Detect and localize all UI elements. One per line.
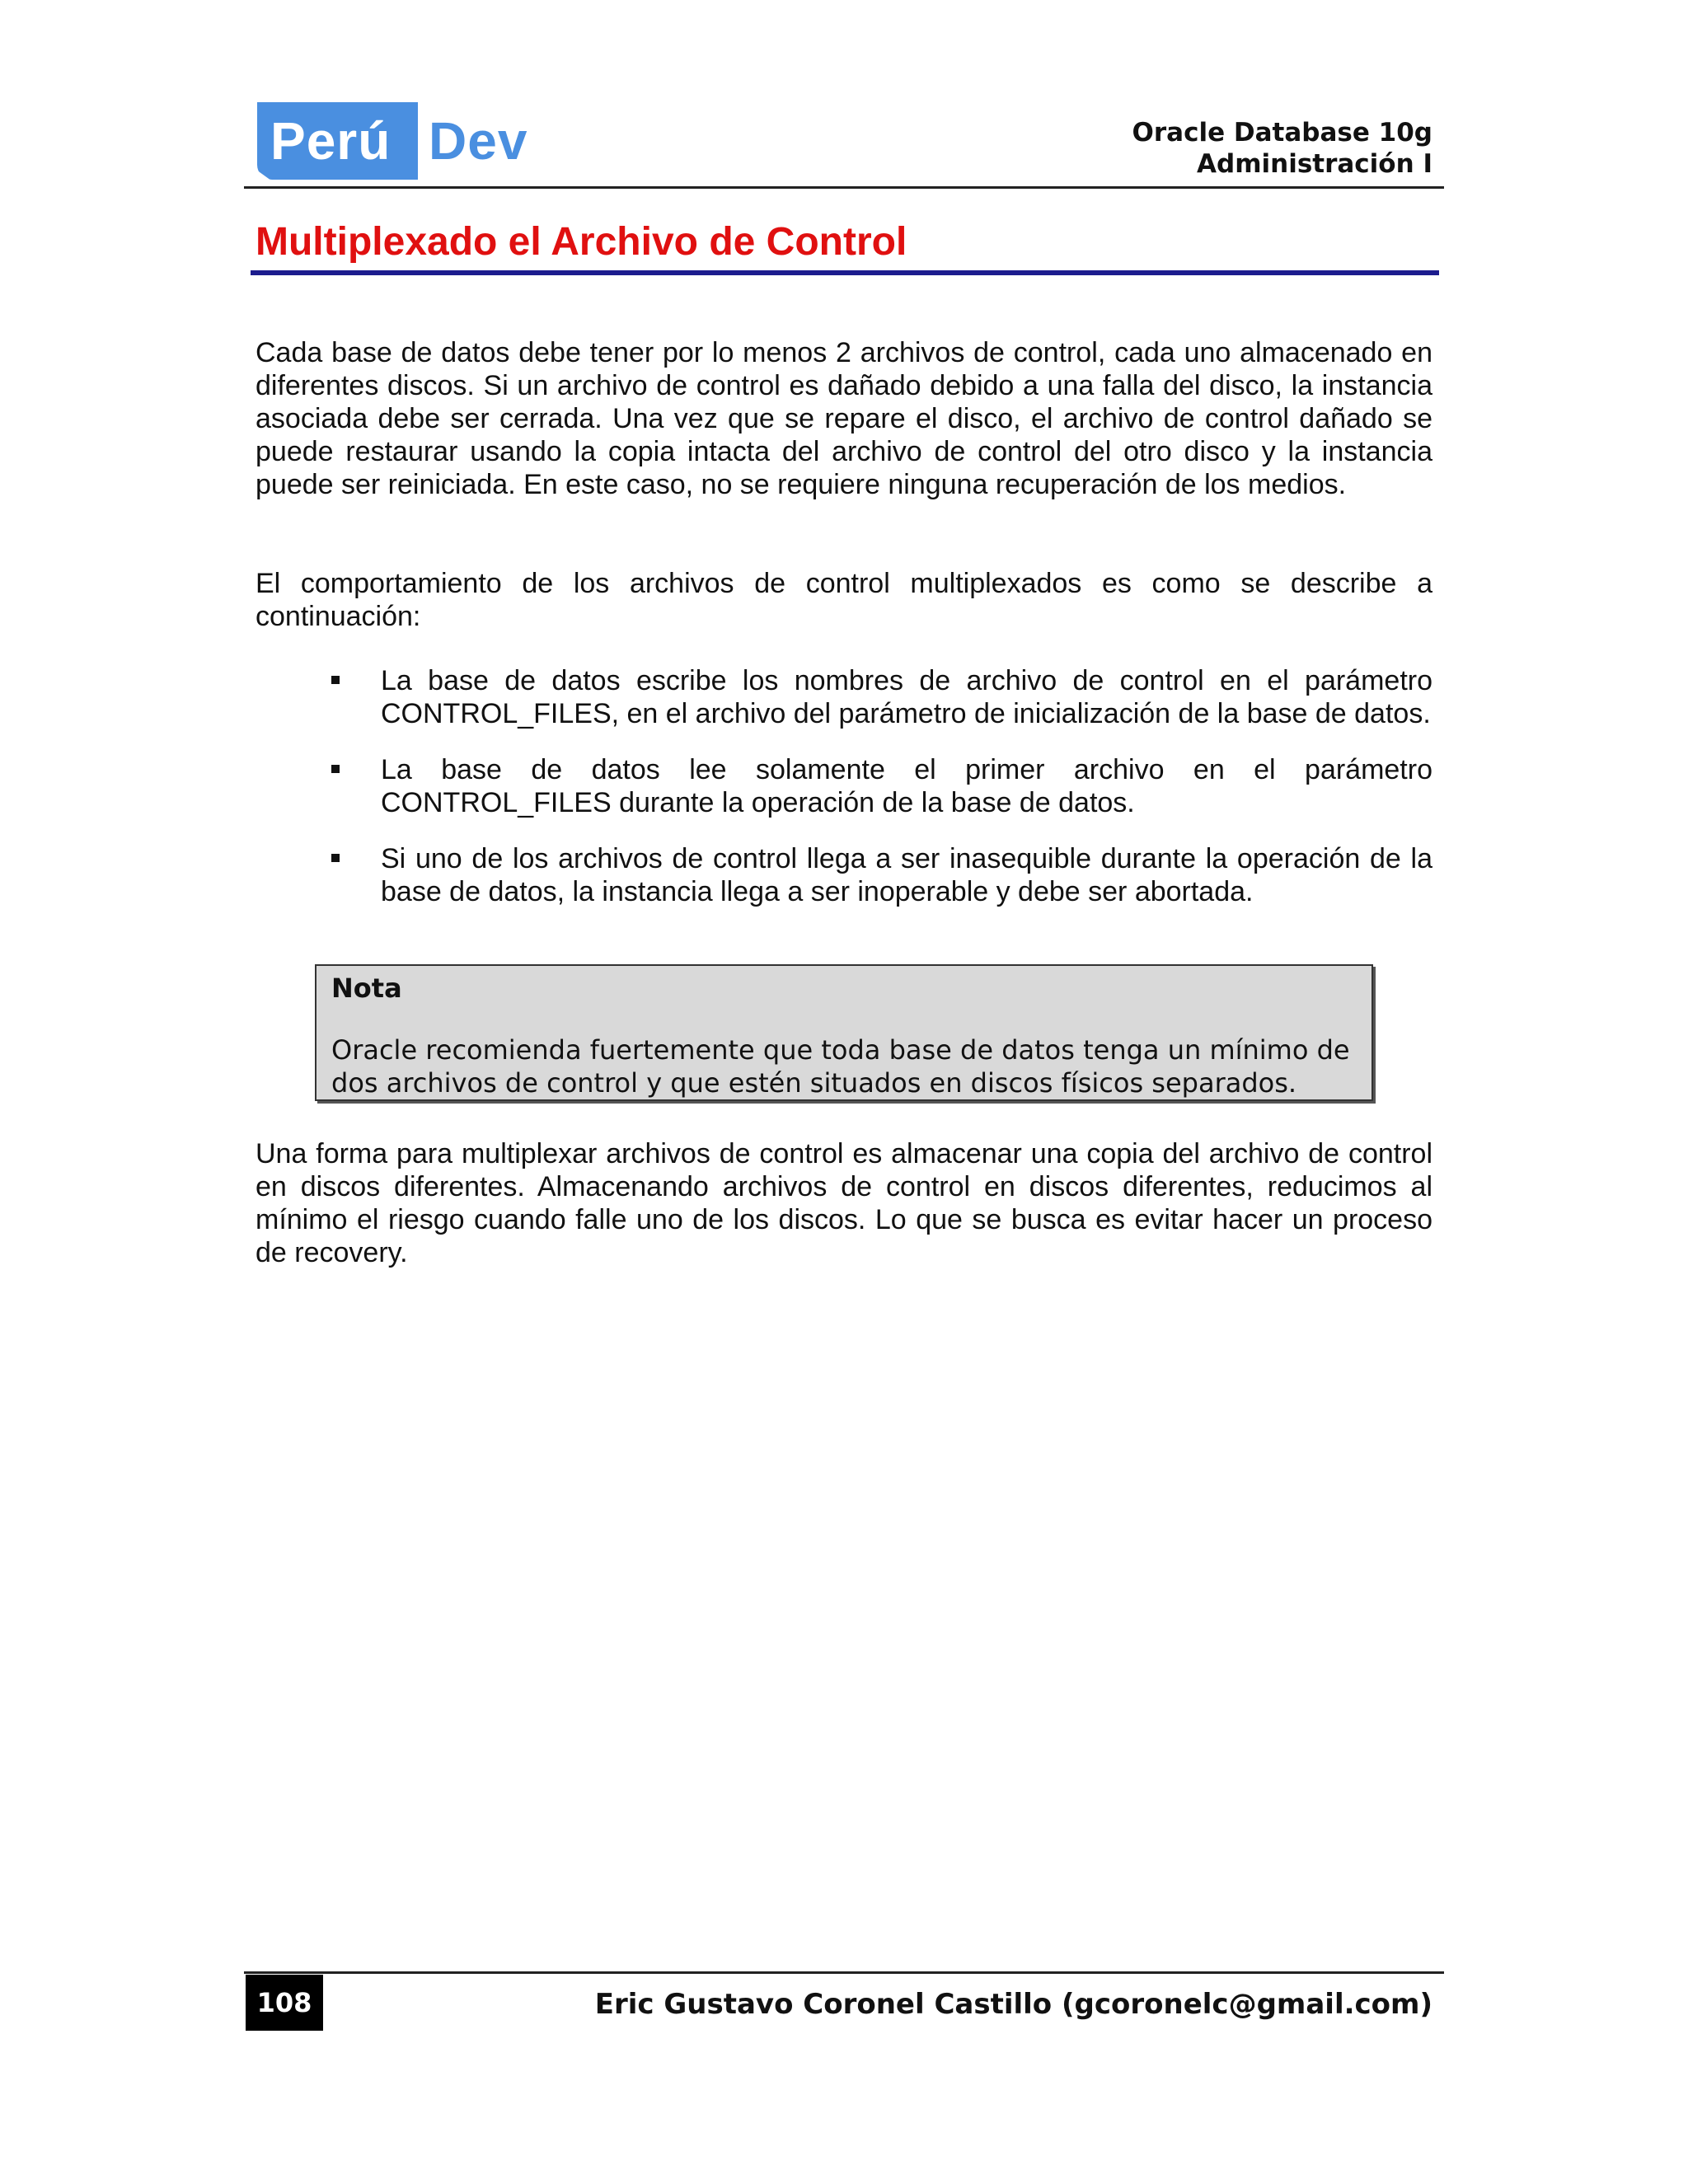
paragraph-behavior: El comportamiento de los archivos de control multiplexados es como se describe a continuación:	[256, 568, 1432, 632]
page-number: 108	[246, 1975, 323, 2031]
list-item	[256, 664, 1432, 730]
bullet-square-icon	[331, 676, 340, 684]
bullet-text: La base de datos lee solamente el primer archivo en el parámetro CONTROL_FILES durante la operación de la base de datos.	[381, 754, 1432, 818]
note-title: Nota	[331, 972, 402, 1004]
peru-dev-logo	[257, 102, 529, 180]
logo-word-peru: Perú	[270, 111, 392, 171]
bullet-list	[256, 664, 1432, 931]
bullet-square-icon	[331, 854, 340, 862]
bullet-square-icon	[331, 765, 340, 773]
header-course-title: Oracle Database 10g	[1132, 118, 1432, 148]
list-item	[256, 842, 1432, 908]
footer-divider	[244, 1971, 1444, 1974]
footer-author: Eric Gustavo Coronel Castillo (gcoronelc@gmail.com)	[594, 1988, 1432, 2021]
header-course-subtitle: Administración I	[1197, 149, 1432, 179]
paragraph-conclusion: Una forma para multiplexar archivos de control es almacenar una copia del archivo de control en discos diferentes. Almacenando archivos de control en discos diferentes, reducimos al mínimo el riesgo cuando falle uno de los discos. Lo que se busca es evitar hacer un proceso de recovery.	[256, 1138, 1432, 1268]
note-box	[315, 964, 1373, 1101]
title-underline	[251, 270, 1439, 275]
list-item	[256, 753, 1432, 819]
logo-word-dev: Dev	[429, 111, 528, 171]
bullet-text: La base de datos escribe los nombres de archivo de control en el parámetro CONTROL_FILES, en el archivo del parámetro de inicialización de la base de datos.	[381, 665, 1432, 729]
page-title: Multiplexado el Archivo de Control	[256, 220, 907, 264]
paragraph-intro: Cada base de datos debe tener por lo menos 2 archivos de control, cada uno almacenado en diferentes discos. Si un archivo de control es dañado debido a una falla del disco, la instancia asociada debe ser cerrada. Una vez que se repare el disco, el archivo de control dañado se puede restaurar usando la copia intacta del archivo de control del otro disco y la instancia puede ser reiniciada. En este caso, no se requiere ninguna recuperación de los medios.	[256, 337, 1432, 500]
header-course-info	[1132, 117, 1432, 180]
header-divider	[244, 186, 1444, 189]
bullet-text: Si uno de los archivos de control llega a ser inasequible durante la operación de la base de datos, la instancia llega a ser inoperable y debe ser abortada.	[381, 843, 1432, 907]
note-text: Oracle recomienda fuertemente que toda base de datos tenga un mínimo de dos archivos de control y que estén situados en discos físicos separados.	[331, 1034, 1350, 1099]
